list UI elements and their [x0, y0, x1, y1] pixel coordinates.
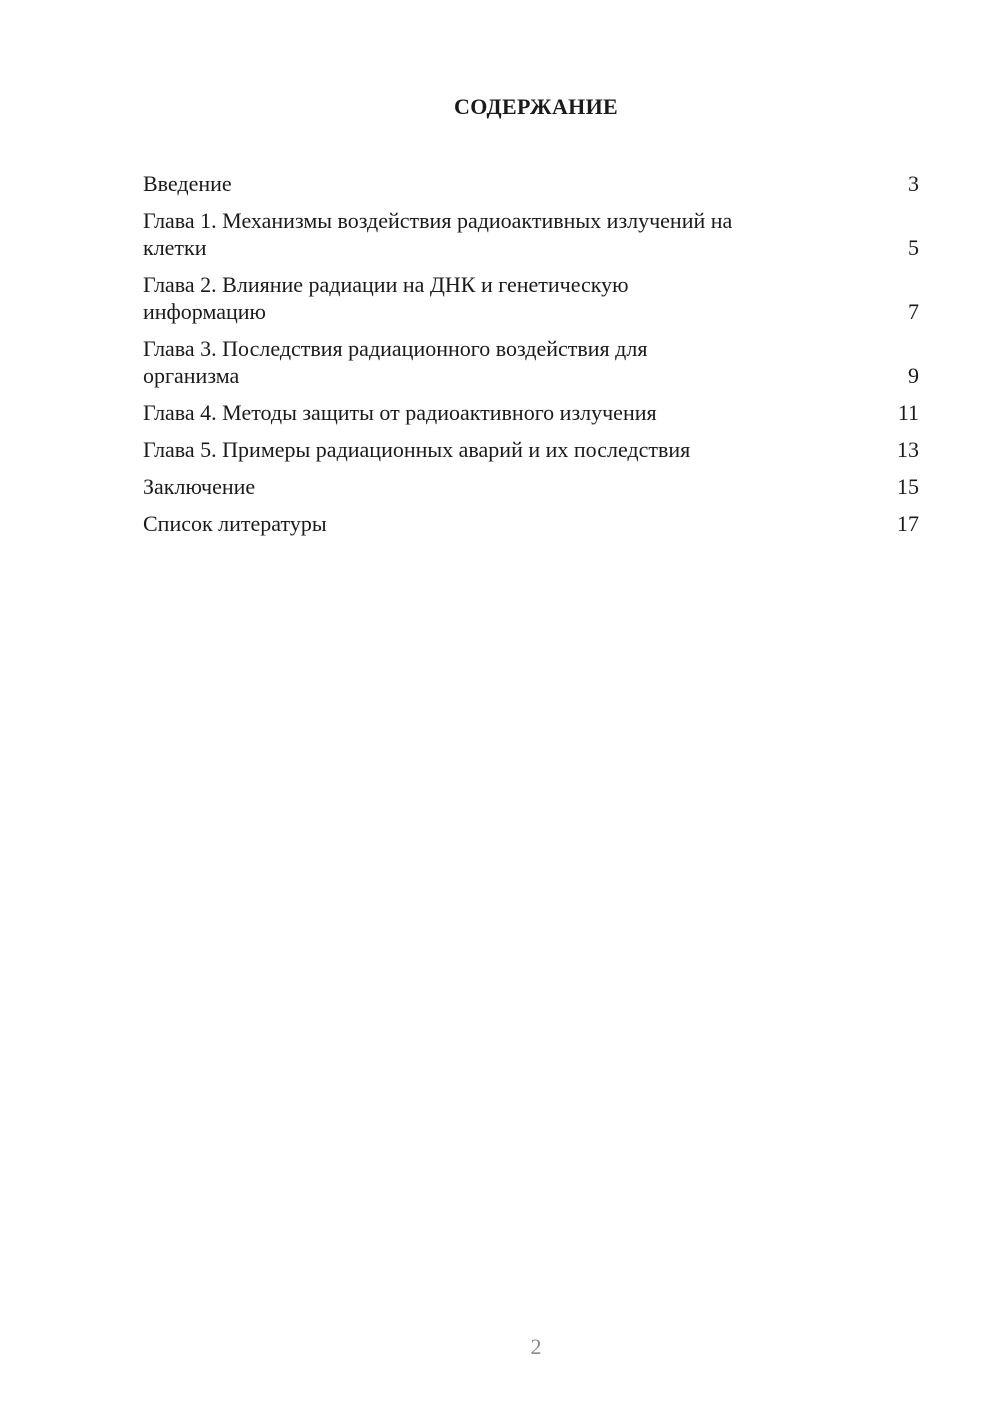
page-number: 2 — [530, 1334, 542, 1359]
toc-entry-text: Глава 2. Влияние радиации на ДНК и генетическую — [143, 272, 629, 297]
toc-entry-references — [143, 510, 919, 537]
toc-entry-chapter-3 — [143, 335, 919, 389]
toc-entry-text: Введение — [143, 171, 232, 196]
toc-entry-text: Глава 1. Механизмы воздействия радиоактивных излучений на — [143, 208, 733, 233]
toc-entry-text: Заключение — [143, 474, 256, 499]
toc-entry-text: Глава 5. Примеры радиационных аварий и их последствия — [143, 437, 691, 462]
toc-entry-page: 7 — [908, 299, 919, 324]
toc-entry-chapter-2 — [143, 271, 919, 325]
toc-entry-text: Глава 3. Последствия радиационного воздействия для — [143, 336, 648, 361]
toc-entry-page: 5 — [908, 235, 919, 260]
toc-entry-text: Глава 4. Методы защиты от радиоактивного излучения — [143, 400, 657, 425]
toc-entry-conclusion — [143, 473, 919, 500]
toc-entry-chapter-5 — [143, 436, 919, 463]
toc-entry-chapter-4 — [143, 399, 919, 426]
toc-entry-text: информацию — [143, 299, 266, 324]
toc-entry-page: 11 — [897, 400, 919, 425]
toc-entry-page: 13 — [897, 437, 919, 462]
toc-entry-page: 9 — [908, 363, 919, 388]
toc-entry-text: организма — [143, 363, 240, 388]
table-of-contents — [143, 170, 919, 547]
toc-entry-page: 17 — [897, 511, 919, 536]
toc-entry-text: Список литературы — [143, 511, 327, 536]
toc-entry-introduction — [143, 170, 919, 197]
toc-entry-text: клетки — [143, 235, 207, 260]
toc-entry-page: 15 — [897, 474, 919, 499]
toc-entry-page: 3 — [908, 171, 919, 196]
page-title: СОДЕРЖАНИЕ — [454, 94, 618, 119]
toc-entry-chapter-1 — [143, 207, 919, 261]
